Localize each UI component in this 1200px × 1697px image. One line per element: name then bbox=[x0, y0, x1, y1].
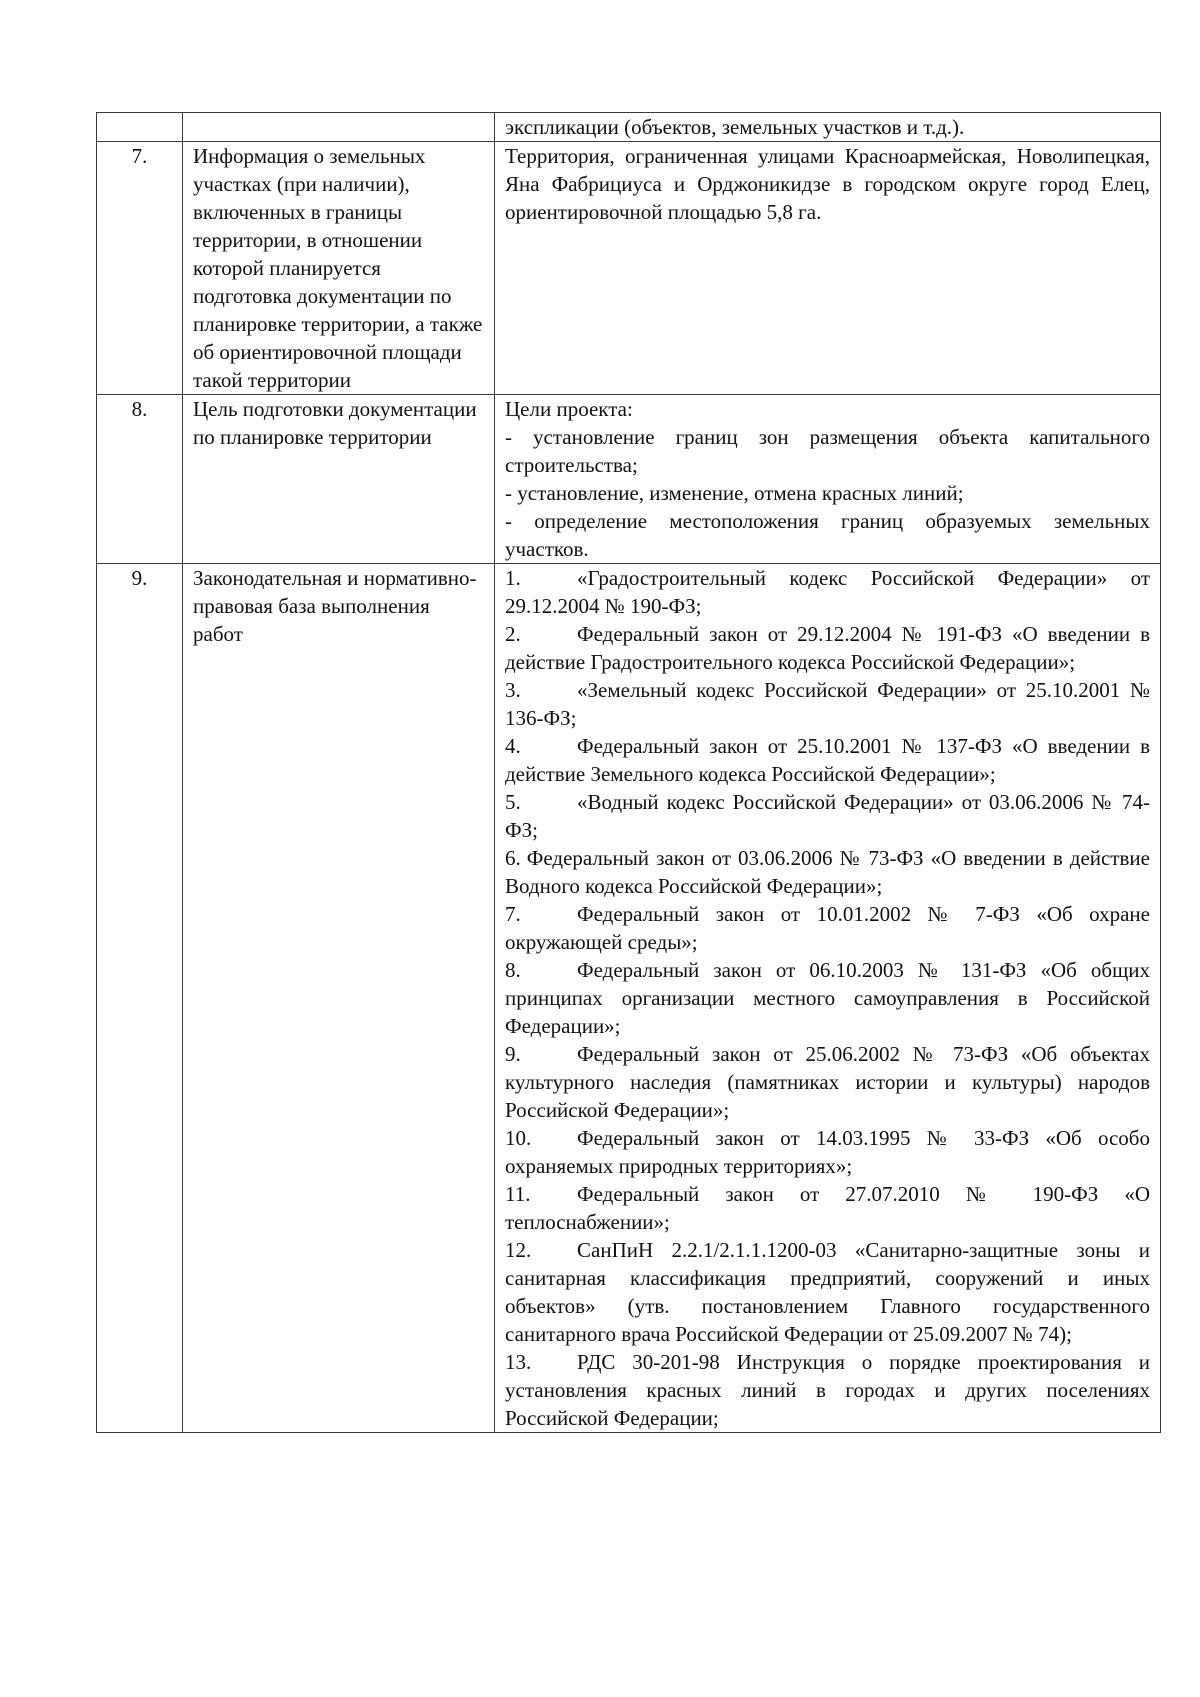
law-item bbox=[505, 1124, 1150, 1180]
law-text: Федеральный закон от 06.10.2003 № 131-ФЗ «Об общих принципах организации местного самоуправления в Российской Федерации»; bbox=[505, 958, 1150, 1038]
law-item bbox=[505, 564, 1150, 620]
law-number: 9. bbox=[505, 1042, 521, 1066]
row-value: Территория, ограниченная улицами Красноармейская, Новолипецкая, Яна Фабрициуса и Орджоникидзе в городском округе город Елец, ориентировочной площадью 5,8 га. bbox=[495, 142, 1161, 395]
law-text: Федеральный закон от 29.12.2004 № 191-ФЗ «О введении в действие Градостроительного кодекса Российской Федерации»; bbox=[505, 622, 1150, 674]
row-label: Информация о земельных участках (при наличии), включенных в границы территории, в отношении которой планируется подготовка документации по планировке территории, а также об ориентировочной площади такой территории bbox=[183, 142, 495, 395]
law-item bbox=[505, 732, 1150, 788]
law-item bbox=[505, 1180, 1150, 1236]
row-value bbox=[495, 564, 1161, 1433]
law-number: 8. bbox=[505, 958, 521, 982]
table-row-continuation bbox=[97, 113, 1161, 142]
goal-item: - определение местоположения границ образуемых земельных участков. bbox=[505, 509, 1150, 561]
law-number: 5. bbox=[505, 790, 521, 814]
law-text: РДС 30-201-98 Инструкция о порядке проектирования и установления красных линий в городах и других поселениях Российской Федерации; bbox=[505, 1350, 1150, 1430]
row-label: Цель подготовки документации по планировке территории bbox=[183, 395, 495, 564]
law-text: Федеральный закон от 14.03.1995 № 33-ФЗ «Об особо охраняемых природных территориях»; bbox=[505, 1126, 1150, 1178]
law-number: 12. bbox=[505, 1238, 532, 1262]
table-row-8 bbox=[97, 395, 1161, 564]
law-item bbox=[505, 676, 1150, 732]
goal-item: - установление, изменение, отмена красных линий; bbox=[505, 481, 964, 505]
law-item bbox=[505, 1348, 1150, 1432]
law-number: 3. bbox=[505, 678, 521, 702]
law-number: 13. bbox=[505, 1350, 532, 1374]
row-value bbox=[495, 395, 1161, 564]
law-text: Федеральный закон от 27.07.2010 № 190-ФЗ «О теплоснабжении»; bbox=[505, 1182, 1150, 1234]
row-label: Законодательная и нормативно-правовая база выполнения работ bbox=[183, 564, 495, 1433]
cell-number-empty bbox=[97, 113, 183, 142]
law-text: Федеральный закон от 25.10.2001 № 137-ФЗ «О введении в действие Земельного кодекса Российской Федерации»; bbox=[505, 734, 1150, 786]
law-number: 4. bbox=[505, 734, 521, 758]
cell-label-empty bbox=[183, 113, 495, 142]
law-number: 11. bbox=[505, 1182, 531, 1206]
goal-item: - установление границ зон размещения объекта капитального строительства; bbox=[505, 425, 1150, 477]
law-number: 1. bbox=[505, 566, 521, 590]
table-row-7 bbox=[97, 142, 1161, 395]
law-item bbox=[505, 1236, 1150, 1348]
goals-heading: Цели проекта: bbox=[505, 397, 633, 421]
law-item bbox=[505, 1040, 1150, 1124]
law-text: Федеральный закон от 03.06.2006 № 73-ФЗ «О введении в действие Водного кодекса Российской Федерации»; bbox=[505, 846, 1150, 898]
law-number: 10. bbox=[505, 1126, 532, 1150]
law-item bbox=[505, 900, 1150, 956]
law-text: «Земельный кодекс Российской Федерации» от 25.10.2001 № 136-ФЗ; bbox=[505, 678, 1150, 730]
law-text: «Водный кодекс Российской Федерации» от 03.06.2006 № 74-ФЗ; bbox=[505, 790, 1150, 842]
row-number: 7. bbox=[97, 142, 183, 395]
law-text: «Градостроительный кодекс Российской Федерации» от 29.12.2004 № 190-ФЗ; bbox=[505, 566, 1150, 618]
law-item bbox=[505, 956, 1150, 1040]
law-number: 7. bbox=[505, 902, 521, 926]
law-item bbox=[505, 620, 1150, 676]
law-item bbox=[505, 844, 1150, 900]
law-number: 2. bbox=[505, 622, 521, 646]
law-text: Федеральный закон от 10.01.2002 № 7-ФЗ «Об охране окружающей среды»; bbox=[505, 902, 1150, 954]
law-number: 6. bbox=[505, 846, 521, 870]
law-text: Федеральный закон от 25.06.2002 № 73-ФЗ «Об объектах культурного наследия (памятниках истории и культуры) народов Российской Федерации»; bbox=[505, 1042, 1150, 1122]
row-number: 9. bbox=[97, 564, 183, 1433]
table-row-9 bbox=[97, 564, 1161, 1433]
law-text: СанПиН 2.2.1/2.1.1.1200-03 «Санитарно-защитные зоны и санитарная классификация предприятий, сооружений и иных объектов» (утв. постановлением Главного государственного санитарного врача Российской Федерации от 25.09.2007 № 74); bbox=[505, 1238, 1150, 1346]
specification-table bbox=[96, 112, 1161, 1433]
law-item bbox=[505, 788, 1150, 844]
row-number: 8. bbox=[97, 395, 183, 564]
cell-continuation-text: экспликации (объектов, земельных участков и т.д.). bbox=[495, 113, 1161, 142]
